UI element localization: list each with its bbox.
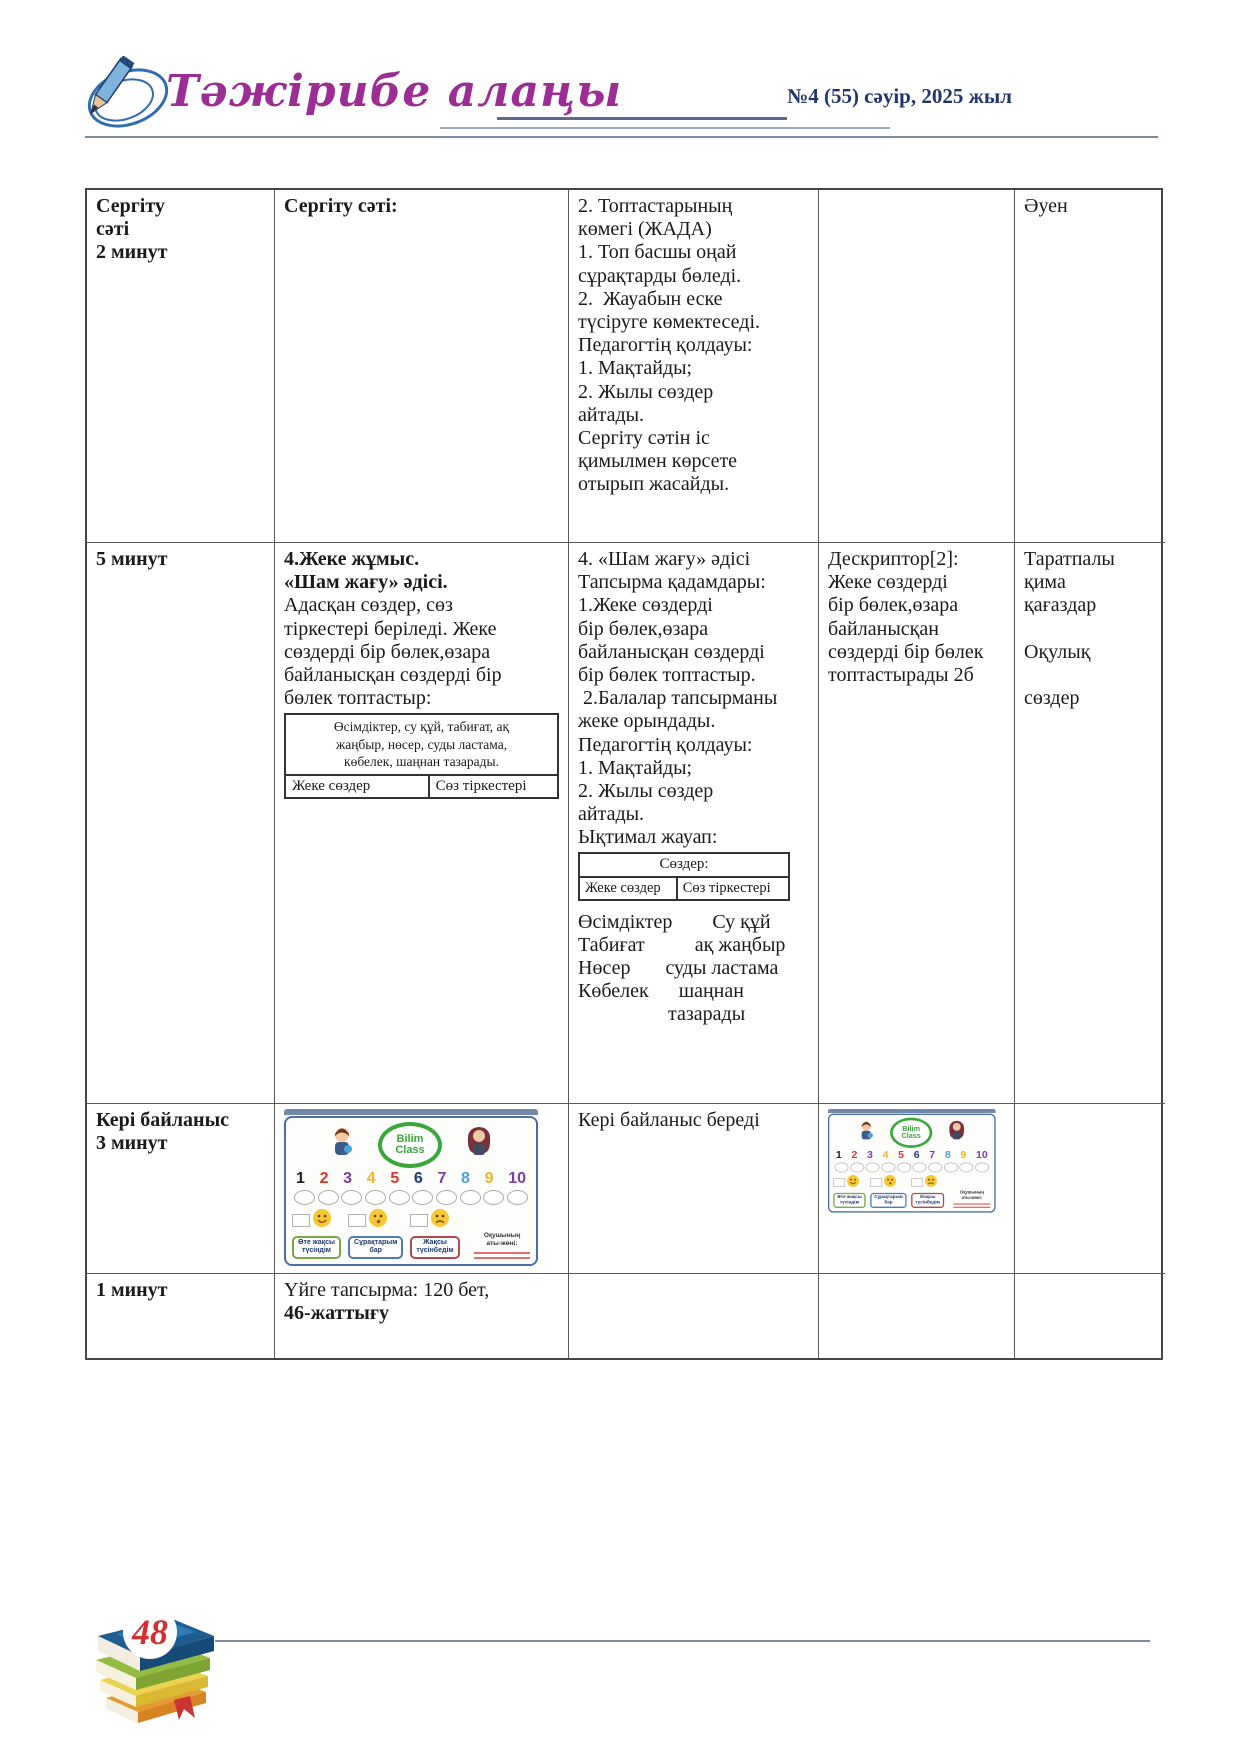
rating-number: 1 <box>835 1149 842 1161</box>
student-name-block <box>953 1190 990 1207</box>
activity-title: Сергіту сәті: <box>284 195 398 217</box>
page-number: 48 <box>132 1612 168 1652</box>
descriptor-cell <box>819 190 1015 543</box>
checkbox-icon <box>410 1214 428 1227</box>
bilim-class-logo <box>378 1122 442 1168</box>
boy-avatar-icon <box>330 1126 354 1163</box>
rating-oval <box>881 1162 895 1172</box>
smiley-icon <box>846 1174 859 1191</box>
descriptor-text: Дескриптор[2]: Жеке сөздерді бір бөлек,өзара байланысқан сөздерді бір бөлек топтастырады 2б <box>828 548 984 686</box>
activity-heading: 4.Жеке жұмыс. <box>284 548 420 570</box>
rating-number: 8 <box>944 1149 951 1161</box>
name-line <box>953 1206 990 1207</box>
stage-text: Сергіту сәті 2 минут <box>96 195 168 264</box>
rating-number: 6 <box>913 1149 920 1161</box>
rating-ovals <box>829 1162 994 1172</box>
girl-avatar-icon <box>466 1126 492 1163</box>
word-box <box>284 713 559 799</box>
header-underline-light <box>440 127 890 129</box>
smiley-icon <box>368 1208 388 1234</box>
resources-cell <box>1015 543 1165 1104</box>
checkbox-icon <box>833 1178 845 1187</box>
lesson-plan-table <box>85 188 1163 1360</box>
feedback-card-topbar <box>284 1109 538 1115</box>
rating-number: 4 <box>882 1149 889 1161</box>
checkbox-icon <box>870 1178 882 1187</box>
stage-text: 1 минут <box>96 1279 168 1301</box>
feedback-option-label: Жақсы түсінбедім <box>410 1236 459 1259</box>
pencil-logo-icon <box>80 56 170 143</box>
descriptor-cell <box>819 1274 1015 1358</box>
journal-brand-title: Тәжірибе алаңы <box>166 66 623 117</box>
checkbox-icon <box>292 1214 310 1227</box>
activity-cell <box>275 190 569 543</box>
rating-number: 2 <box>851 1149 858 1161</box>
rating-oval <box>850 1162 864 1172</box>
footer-rule <box>215 1640 1150 1642</box>
teacher-actions-text: Кері байланыс береді <box>578 1109 760 1131</box>
homework-exercise: 46-жаттығу <box>284 1302 389 1325</box>
teacher-actions-cell <box>569 543 819 1104</box>
books-stack-image <box>78 1578 238 1748</box>
rating-number: 9 <box>484 1170 494 1187</box>
smiley-icon <box>430 1208 450 1234</box>
logo-line-2: Class <box>901 1132 921 1141</box>
teacher-actions-cell <box>569 190 819 543</box>
rating-oval <box>436 1190 457 1205</box>
feedback-card-image-small <box>828 1109 1000 1205</box>
rating-number: 3 <box>343 1170 353 1187</box>
rating-number: 7 <box>929 1149 936 1161</box>
boy-avatar-icon <box>858 1120 874 1145</box>
feedback-card-topbar <box>828 1109 996 1113</box>
feedback-options <box>292 1208 460 1259</box>
name-line <box>953 1203 990 1204</box>
teacher-actions-text: 4. «Шам жағу» әдісі Тапсырма қадамдары: 1.Жеке сөздерді бір бөлек,өзара байланысқан сөздерді бір бөлек топтастыр. 2.Балалар тапсырманы жеке орындады. Педагогтің қолдауы: 1. Мақтайды; 2. Жылы сөздер айтады. Ықтимал жауап: <box>578 548 778 849</box>
stage-text: Кері байланыс 3 минут <box>96 1109 230 1155</box>
feedback-option <box>911 1174 943 1208</box>
rating-oval <box>318 1190 339 1205</box>
rating-ovals <box>286 1190 536 1205</box>
girl-avatar-icon <box>948 1120 965 1145</box>
rating-oval <box>507 1190 528 1205</box>
rating-oval <box>460 1190 481 1205</box>
feedback-option <box>348 1208 403 1259</box>
rating-oval <box>483 1190 504 1205</box>
teacher-actions-cell <box>569 1104 819 1274</box>
rating-oval <box>365 1190 386 1205</box>
rating-oval <box>928 1162 942 1172</box>
checkbox-icon <box>348 1214 366 1227</box>
activity-cell <box>275 543 569 1104</box>
teacher-actions-cell <box>569 1274 819 1358</box>
rating-oval <box>389 1190 410 1205</box>
rating-number: 8 <box>461 1170 470 1187</box>
rating-number: 2 <box>319 1170 329 1187</box>
descriptor-cell <box>819 543 1015 1104</box>
header-underline-dark <box>497 117 787 120</box>
resources-text: Таратпалы қима қағаздар Оқулық сөздер <box>1024 548 1115 710</box>
student-name-label: Оқушының аты-жөні: <box>959 1190 984 1201</box>
activity-text: Адасқан сөздер, сөз тіркестері беріледі. Жеке сөздерді бір бөлек,өзара байланысқан сөздерді бір бөлек топтастыр: <box>284 594 502 710</box>
rating-oval <box>913 1162 927 1172</box>
name-line <box>474 1257 530 1259</box>
answer-box-right-header: Сөз тіркестері <box>682 879 771 896</box>
logo-line-1: Bilim <box>396 1133 424 1145</box>
answer-box <box>578 852 790 900</box>
teacher-actions-text: 2. Топтастарының көмегі (ЖАДА) 1. Топ басшы оңай сұрақтарды бөледі. 2. Жауабын еске түсіруге көмектеседі. Педагогтің қолдауы: 1. Мақтайды; 2. Жылы сөздер айтады. Сергіту сәтін іс қимылмен көрсете отырып жасайды. <box>578 195 761 496</box>
feedback-option <box>292 1208 341 1259</box>
bilim-class-logo <box>890 1118 932 1148</box>
student-name-block <box>474 1232 530 1258</box>
rating-number: 5 <box>390 1170 400 1187</box>
resources-cell <box>1015 1274 1165 1358</box>
feedback-card-image <box>284 1109 538 1266</box>
answer-box-left-header: Жеке сөздер <box>580 878 678 899</box>
feedback-option-label: Өте жақсы түсіндім <box>833 1193 865 1208</box>
rating-oval <box>341 1190 362 1205</box>
activity-cell <box>275 1274 569 1358</box>
header-rule <box>85 136 1158 138</box>
rating-number: 10 <box>508 1170 526 1187</box>
rating-number: 3 <box>867 1149 873 1161</box>
resources-cell <box>1015 1104 1165 1274</box>
rating-number: 1 <box>296 1170 305 1187</box>
name-line <box>474 1252 530 1254</box>
stage-cell <box>87 190 275 543</box>
stage-cell <box>87 543 275 1104</box>
rating-number: 5 <box>898 1149 905 1161</box>
feedback-option <box>833 1174 865 1208</box>
answer-box-header: Сөздер: <box>580 854 788 877</box>
word-box-right-header: Сөз тіркестері <box>435 777 527 794</box>
homework-text: Үйге тапсырма: 120 бет, <box>284 1279 490 1301</box>
logo-line-2: Class <box>395 1144 425 1156</box>
rating-numbers <box>286 1170 536 1189</box>
feedback-option-label: Жақсы түсінбедім <box>911 1193 943 1208</box>
rating-oval <box>944 1162 958 1172</box>
rating-number: 10 <box>975 1149 988 1161</box>
resources-text: Әуен <box>1024 195 1068 217</box>
rating-number: 7 <box>437 1170 447 1187</box>
feedback-options <box>833 1174 944 1208</box>
rating-oval <box>897 1162 911 1172</box>
rating-number: 6 <box>413 1170 423 1187</box>
feedback-option-label: Өте жақсы түсіндім <box>292 1236 341 1259</box>
rating-oval <box>835 1162 849 1172</box>
stage-cell <box>87 1104 275 1274</box>
rating-oval <box>975 1162 989 1172</box>
rating-oval <box>294 1190 315 1205</box>
feedback-option <box>410 1208 459 1259</box>
rating-numbers <box>829 1149 994 1161</box>
feedback-option-label: Сұрақтарым бар <box>870 1193 907 1208</box>
rating-oval <box>412 1190 433 1205</box>
answer-lines: Өсімдіктер Су құй Табиғат ақ жаңбыр Нөсер суды ластама Көбелек шаңнан тазарады <box>578 910 786 1026</box>
feedback-option-label: Сұрақтарым бар <box>348 1236 403 1259</box>
feedback-option <box>870 1174 907 1208</box>
logo-line-1: Bilim <box>902 1124 921 1133</box>
word-box-words: Өсімдіктер, су құй, табиғат, ақ жаңбыр, нөсер, суды ластама, көбелек, шаңнан тазарады. <box>286 715 557 776</box>
smiley-icon <box>883 1174 896 1191</box>
activity-cell <box>275 1104 569 1274</box>
word-box-left-header: Жеке сөздер <box>286 776 430 797</box>
rating-oval <box>960 1162 974 1172</box>
stage-text: 5 минут <box>96 548 168 570</box>
smiley-icon <box>925 1174 938 1191</box>
resources-cell <box>1015 190 1165 543</box>
descriptor-cell <box>819 1104 1015 1274</box>
activity-method: «Шам жағу» әдісі. <box>284 571 448 594</box>
rating-oval <box>866 1162 880 1172</box>
rating-number: 4 <box>366 1170 376 1187</box>
issue-number: №4 (55) сәуір, 2025 жыл <box>787 84 1012 108</box>
smiley-icon <box>312 1208 332 1234</box>
stage-cell <box>87 1274 275 1358</box>
checkbox-icon <box>911 1178 923 1187</box>
student-name-label: Оқушының аты-жөні: <box>483 1232 521 1248</box>
rating-number: 9 <box>960 1149 967 1161</box>
